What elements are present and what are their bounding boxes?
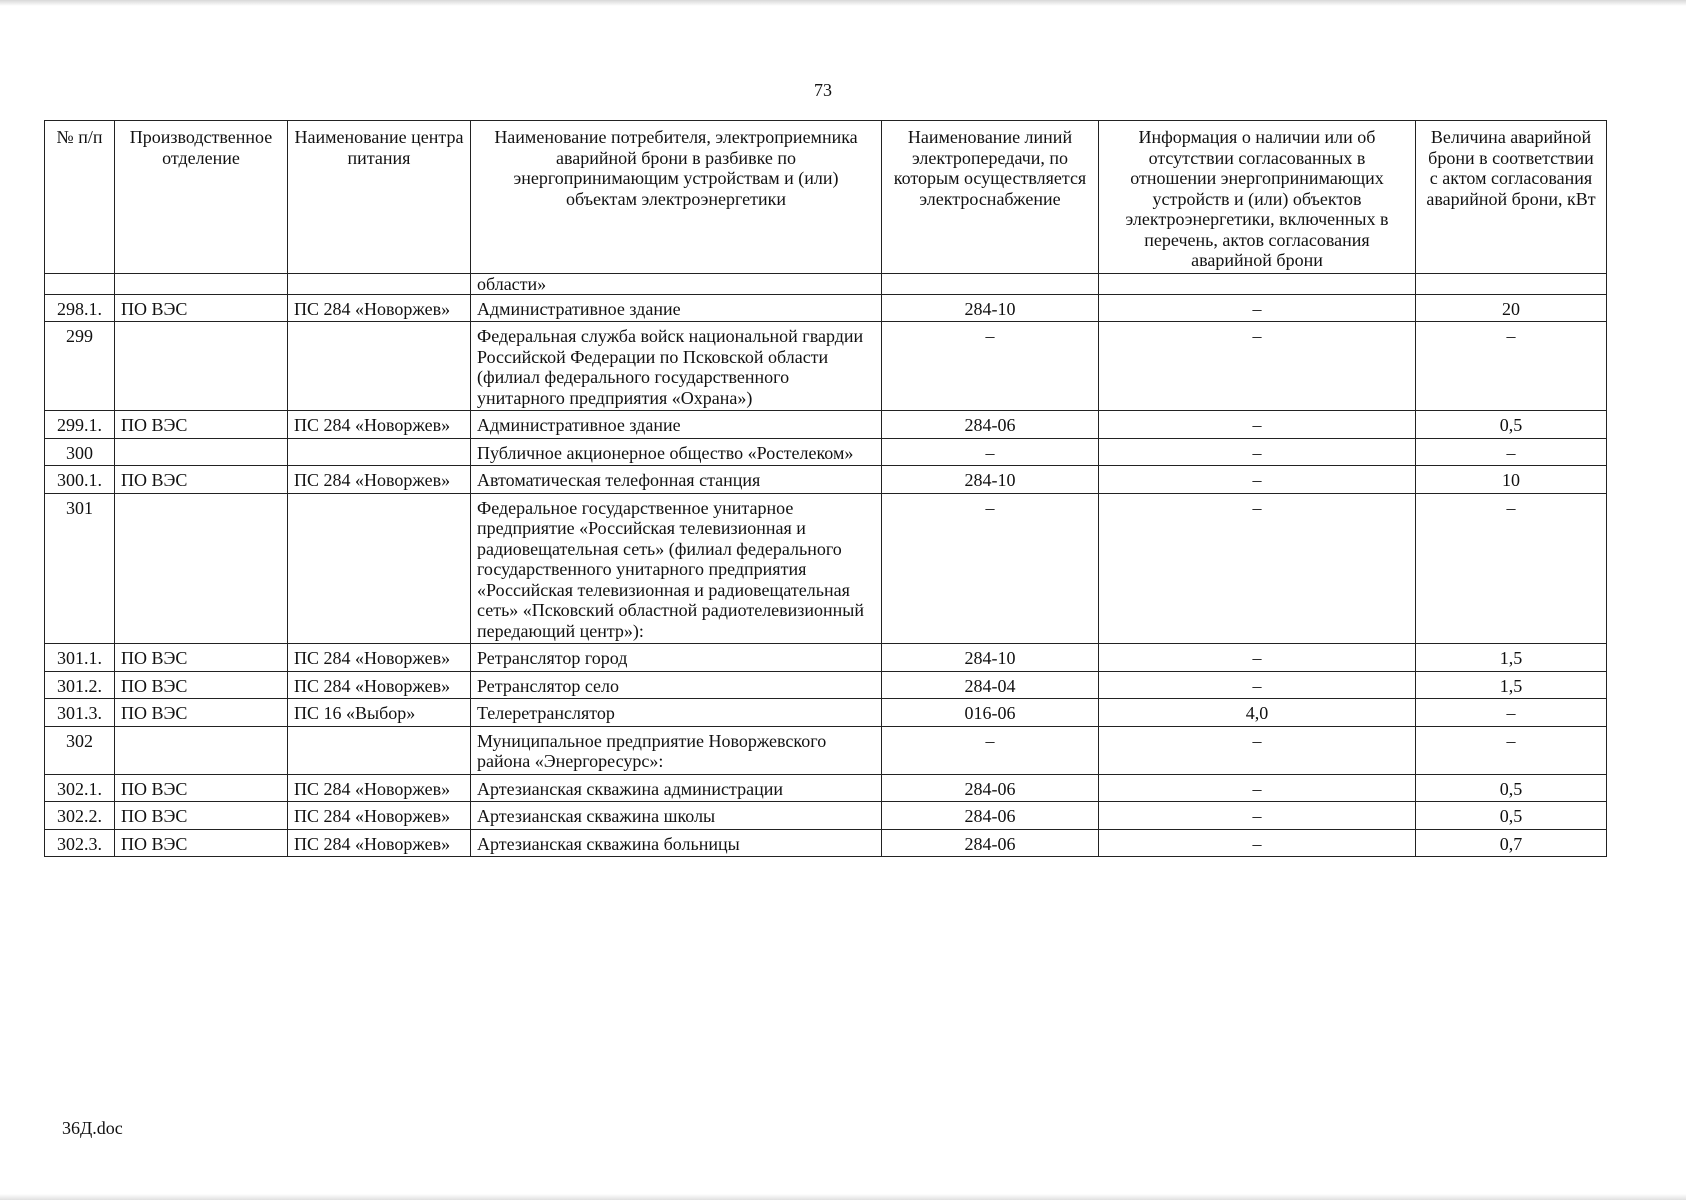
cell-center bbox=[288, 493, 471, 644]
table-row bbox=[45, 726, 1607, 774]
cell-center bbox=[288, 438, 471, 466]
header-num: № п/п bbox=[45, 121, 115, 274]
cell-value: 0,5 bbox=[1416, 802, 1607, 830]
table-row bbox=[45, 294, 1607, 322]
cell-num: 302 bbox=[45, 726, 115, 774]
cell-center: ПС 284 «Новоржев» bbox=[288, 671, 471, 699]
cell-center: ПС 16 «Выбор» bbox=[288, 699, 471, 727]
table-row bbox=[45, 699, 1607, 727]
cell-line: 284-10 bbox=[882, 294, 1099, 322]
cell-num: 301.3. bbox=[45, 699, 115, 727]
cell-num: 299.1. bbox=[45, 411, 115, 439]
cell-center bbox=[288, 273, 471, 294]
cell-info: – bbox=[1099, 671, 1416, 699]
cell-num: 301 bbox=[45, 493, 115, 644]
cell-value: – bbox=[1416, 699, 1607, 727]
cell-num: 301.1. bbox=[45, 644, 115, 672]
cell-dept bbox=[115, 322, 288, 411]
table-row bbox=[45, 438, 1607, 466]
cell-consumer: области» bbox=[471, 273, 882, 294]
cell-info bbox=[1099, 273, 1416, 294]
cell-consumer: Публичное акционерное общество «Ростелеком» bbox=[471, 438, 882, 466]
cell-value: – bbox=[1416, 493, 1607, 644]
cell-center: ПС 284 «Новоржев» bbox=[288, 802, 471, 830]
cell-dept: ПО ВЭС bbox=[115, 671, 288, 699]
cell-consumer: Административное здание bbox=[471, 411, 882, 439]
scan-edge-bottom bbox=[0, 1194, 1686, 1200]
footer-filename: 36Д.doc bbox=[62, 1118, 123, 1138]
cell-value: 0,7 bbox=[1416, 829, 1607, 857]
cell-line: 284-06 bbox=[882, 774, 1099, 802]
cell-value: 10 bbox=[1416, 466, 1607, 494]
cell-num: 299 bbox=[45, 322, 115, 411]
header-info: Информация о наличии или об отсутствии согласованных в отношении энергопринимающих устройств и (или) объектов электроэнергетики, включенных в перечень, актов согласования аварийной брони bbox=[1099, 121, 1416, 274]
cell-line: 284-06 bbox=[882, 411, 1099, 439]
cell-dept: ПО ВЭС bbox=[115, 644, 288, 672]
cell-consumer: Федеральная служба войск национальной гвардии Российской Федерации по Псковской области (филиал федерального государственного унитарного предприятия «Охрана») bbox=[471, 322, 882, 411]
table-row bbox=[45, 829, 1607, 857]
cell-dept: ПО ВЭС bbox=[115, 411, 288, 439]
cell-center: ПС 284 «Новоржев» bbox=[288, 829, 471, 857]
cell-value: – bbox=[1416, 726, 1607, 774]
cell-dept: ПО ВЭС bbox=[115, 294, 288, 322]
cell-info: – bbox=[1099, 644, 1416, 672]
header-value: Величина аварийной брони в соответствии с актом согласования аварийной брони, кВт bbox=[1416, 121, 1607, 274]
cell-value: 1,5 bbox=[1416, 671, 1607, 699]
cell-value: 0,5 bbox=[1416, 411, 1607, 439]
cell-dept bbox=[115, 273, 288, 294]
cell-info: – bbox=[1099, 411, 1416, 439]
cell-info: – bbox=[1099, 726, 1416, 774]
header-line: Наименование линий электропередачи, по которым осуществляется электроснабжение bbox=[882, 121, 1099, 274]
table-row bbox=[45, 802, 1607, 830]
cell-dept: ПО ВЭС bbox=[115, 802, 288, 830]
cell-line: 016-06 bbox=[882, 699, 1099, 727]
cell-value: 0,5 bbox=[1416, 774, 1607, 802]
cell-value: 20 bbox=[1416, 294, 1607, 322]
header-center: Наименование центра питания bbox=[288, 121, 471, 274]
header-dept: Производственное отделение bbox=[115, 121, 288, 274]
cell-value: – bbox=[1416, 438, 1607, 466]
scan-edge-top bbox=[0, 0, 1686, 6]
cell-center: ПС 284 «Новоржев» bbox=[288, 466, 471, 494]
cell-center: ПС 284 «Новоржев» bbox=[288, 294, 471, 322]
cell-num: 302.1. bbox=[45, 774, 115, 802]
cell-dept bbox=[115, 726, 288, 774]
cell-num: 302.2. bbox=[45, 802, 115, 830]
cell-info: – bbox=[1099, 802, 1416, 830]
table-row bbox=[45, 411, 1607, 439]
cell-consumer: Федеральное государственное унитарное предприятие «Российская телевизионная и радиовещательная сеть» (филиал федерального государственного унитарного предприятия «Российская телевизионная и радиовещательная сеть» «Псковский областной радиотелевизионный передающий центр»): bbox=[471, 493, 882, 644]
cell-center bbox=[288, 726, 471, 774]
cell-info: – bbox=[1099, 294, 1416, 322]
table-row bbox=[45, 671, 1607, 699]
cell-line: – bbox=[882, 438, 1099, 466]
cell-consumer: Ретранслятор город bbox=[471, 644, 882, 672]
cell-line bbox=[882, 273, 1099, 294]
cell-line: – bbox=[882, 322, 1099, 411]
cell-value: 1,5 bbox=[1416, 644, 1607, 672]
table-row bbox=[45, 466, 1607, 494]
cell-line: – bbox=[882, 726, 1099, 774]
cell-line: 284-04 bbox=[882, 671, 1099, 699]
table-row bbox=[45, 493, 1607, 644]
cell-dept: ПО ВЭС bbox=[115, 466, 288, 494]
cell-line: 284-06 bbox=[882, 829, 1099, 857]
table-row bbox=[45, 322, 1607, 411]
table-row bbox=[45, 774, 1607, 802]
cell-info: – bbox=[1099, 829, 1416, 857]
cell-num bbox=[45, 273, 115, 294]
cell-dept: ПО ВЭС bbox=[115, 774, 288, 802]
cell-dept bbox=[115, 493, 288, 644]
cell-consumer: Административное здание bbox=[471, 294, 882, 322]
cell-num: 300.1. bbox=[45, 466, 115, 494]
cell-center bbox=[288, 322, 471, 411]
cell-consumer: Телеретранслятор bbox=[471, 699, 882, 727]
header-consumer: Наименование потребителя, электроприемника аварийной брони в разбивке по энергопринимающим устройствам и (или) объектам электроэнергетики bbox=[471, 121, 882, 274]
cell-num: 302.3. bbox=[45, 829, 115, 857]
cell-value: – bbox=[1416, 322, 1607, 411]
cell-line: 284-10 bbox=[882, 644, 1099, 672]
cell-line: 284-06 bbox=[882, 802, 1099, 830]
cell-line: – bbox=[882, 493, 1099, 644]
page-number: 73 bbox=[814, 80, 832, 100]
cell-info: 4,0 bbox=[1099, 699, 1416, 727]
cell-center: ПС 284 «Новоржев» bbox=[288, 411, 471, 439]
cell-info: – bbox=[1099, 438, 1416, 466]
cell-info: – bbox=[1099, 322, 1416, 411]
reserve-table bbox=[44, 120, 1607, 857]
cell-info: – bbox=[1099, 493, 1416, 644]
cell-value bbox=[1416, 273, 1607, 294]
cell-num: 298.1. bbox=[45, 294, 115, 322]
cell-center: ПС 284 «Новоржев» bbox=[288, 644, 471, 672]
cell-num: 300 bbox=[45, 438, 115, 466]
cell-consumer: Муниципальное предприятие Новоржевского района «Энергоресурс»: bbox=[471, 726, 882, 774]
cell-info: – bbox=[1099, 466, 1416, 494]
cell-info: – bbox=[1099, 774, 1416, 802]
cell-num: 301.2. bbox=[45, 671, 115, 699]
cell-consumer: Артезианская скважина больницы bbox=[471, 829, 882, 857]
cell-center: ПС 284 «Новоржев» bbox=[288, 774, 471, 802]
cell-consumer: Артезианская скважина администрации bbox=[471, 774, 882, 802]
table-row bbox=[45, 644, 1607, 672]
cell-consumer: Артезианская скважина школы bbox=[471, 802, 882, 830]
cell-consumer: Автоматическая телефонная станция bbox=[471, 466, 882, 494]
table-row-continuation bbox=[45, 273, 1607, 294]
cell-dept bbox=[115, 438, 288, 466]
cell-dept: ПО ВЭС bbox=[115, 699, 288, 727]
cell-consumer: Ретранслятор село bbox=[471, 671, 882, 699]
table-header-row bbox=[45, 121, 1607, 274]
cell-line: 284-10 bbox=[882, 466, 1099, 494]
cell-dept: ПО ВЭС bbox=[115, 829, 288, 857]
